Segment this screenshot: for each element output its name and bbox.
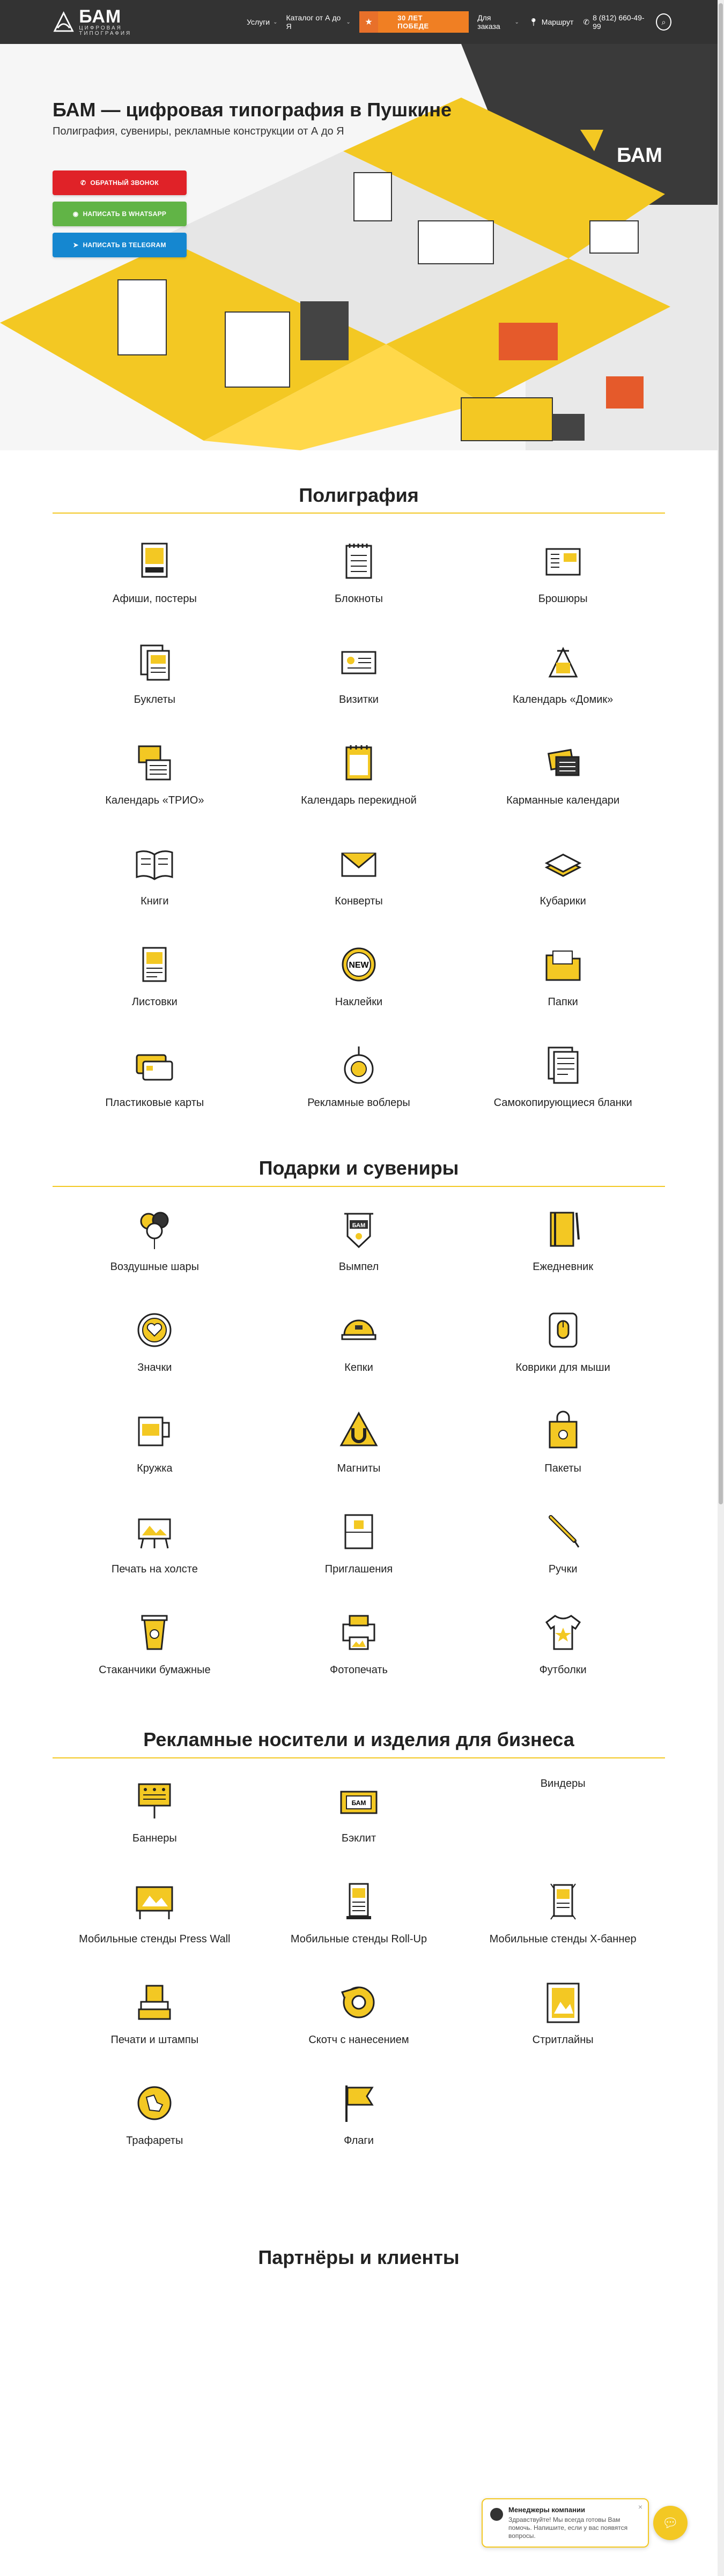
catalog-item-label: Карманные календари	[506, 795, 620, 806]
catalog-item-label: Виндеры	[540, 1778, 586, 1790]
catalog-item-label: Печати и штампы	[110, 2034, 199, 2046]
business-card-icon	[335, 638, 383, 686]
flip-calendar-icon	[335, 739, 383, 787]
catalog-item[interactable]	[257, 1189, 461, 1290]
catalog-item[interactable]	[461, 521, 665, 622]
catalog-item-label: Афиши, постеры	[112, 593, 197, 605]
folder-icon	[539, 940, 587, 989]
svg-text:БАМ: БАМ	[617, 144, 662, 167]
catalog-item[interactable]	[461, 1491, 665, 1592]
phone-icon: ✆	[80, 179, 86, 187]
catalog-item-label: Кубарики	[540, 895, 586, 907]
catalog-item-label: Пакеты	[544, 1463, 581, 1474]
catalog-item[interactable]	[53, 1962, 257, 2063]
catalog-item-label: Значки	[137, 1362, 172, 1374]
poster-icon	[130, 537, 179, 585]
roll-up-icon	[335, 1877, 383, 1926]
catalog-item[interactable]	[461, 924, 665, 1025]
route-link[interactable]	[529, 18, 573, 27]
catalog-item[interactable]	[53, 2063, 257, 2164]
catalog-item-label: Магниты	[337, 1463, 381, 1474]
catalog-item-label: Мобильные стенды X-баннер	[489, 1933, 637, 1945]
catalog-item-label: Визитки	[339, 694, 379, 706]
catalog-item-label: Мобильные стенды Roll-Up	[290, 1933, 427, 1945]
phone-link[interactable]	[583, 13, 646, 31]
star-icon: ★	[359, 11, 378, 33]
catalog-item-label: Календарь перекидной	[301, 795, 417, 806]
promo-label: 30 ЛЕТ ПОБЕДЕ	[378, 11, 469, 33]
catalog-item-label: Конверты	[335, 895, 383, 907]
catalog-item[interactable]	[461, 1189, 665, 1290]
catalog-item[interactable]	[53, 723, 257, 823]
phone-icon: ✆	[583, 17, 590, 26]
press-wall-icon	[130, 1877, 179, 1926]
bag-icon	[539, 1407, 587, 1455]
section-divider	[53, 1757, 665, 1758]
catalog-item-label: Ручки	[548, 1563, 578, 1575]
catalog-item[interactable]	[461, 823, 665, 924]
booklet-icon	[130, 638, 179, 686]
site-header	[0, 0, 724, 44]
notepad-icon	[335, 537, 383, 585]
chat-widget[interactable]	[482, 2498, 649, 2548]
close-icon[interactable]: ×	[638, 2503, 642, 2511]
catalog-item[interactable]	[257, 1861, 461, 1962]
hero-title: БАМ — цифровая типография в Пушкине	[53, 99, 452, 121]
header-right	[477, 13, 671, 31]
stamp-icon	[130, 1978, 179, 2026]
catalog-item[interactable]	[53, 823, 257, 924]
catalog-item[interactable]	[257, 823, 461, 924]
hero-banner	[0, 44, 724, 450]
catalog-item[interactable]	[53, 924, 257, 1025]
phone-number: 8 (812) 660-49-99	[593, 13, 645, 31]
plastic-card-icon	[130, 1041, 179, 1089]
catalog-item-label: Папки	[548, 996, 578, 1008]
map-pin-icon: 📍︎	[528, 17, 538, 26]
catalog-item[interactable]	[461, 1592, 665, 1693]
catalog-item-label: Наклейки	[335, 996, 383, 1008]
banner-icon	[130, 1777, 179, 1825]
logo[interactable]	[53, 8, 172, 36]
nav-order-label: Для заказа	[477, 13, 500, 31]
section-title-printing: Полиграфия	[299, 484, 419, 506]
chat-message: Здравствуйте! Мы всегда готовы Вам помочь. Напишите, если у вас появятся вопросы.	[508, 2516, 628, 2540]
catalog-item[interactable]	[257, 924, 461, 1025]
catalog-item-label: Книги	[141, 895, 169, 907]
catalog-item-label: Кепки	[344, 1362, 373, 1374]
catalog-item[interactable]	[53, 1290, 257, 1391]
catalog-item-label: Брошюры	[538, 593, 588, 605]
canvas-icon	[130, 1508, 179, 1556]
catalog-item-label: Кружка	[137, 1463, 173, 1474]
catalog-item[interactable]	[461, 622, 665, 723]
sticker-icon	[335, 940, 383, 989]
catalog-item[interactable]	[53, 1025, 257, 1126]
catalog-item-label: Календарь «Домик»	[512, 694, 614, 706]
callback-label: ОБРАТНЫЙ ЗВОНОК	[90, 179, 159, 187]
tape-icon	[335, 1978, 383, 2026]
backlit-icon	[335, 1777, 383, 1825]
manager-avatar	[490, 2508, 503, 2521]
catalog-item[interactable]	[461, 1391, 665, 1491]
badge-icon	[130, 1306, 179, 1354]
catalog-item-label: Фотопечать	[330, 1664, 388, 1676]
search-button[interactable]	[656, 13, 671, 31]
catalog-item[interactable]	[257, 1962, 461, 2063]
section-divider	[53, 1186, 665, 1187]
catalog-item[interactable]	[257, 1290, 461, 1391]
whatsapp-button[interactable]	[53, 202, 187, 226]
partners-title: Партнёры и клиенты	[258, 2246, 460, 2268]
pen-icon	[539, 1508, 587, 1556]
balloons-icon	[130, 1205, 179, 1253]
telegram-label: НАПИСАТЬ В TELEGRAM	[83, 241, 166, 249]
catalog-item[interactable]	[461, 1290, 665, 1391]
photo-print-icon	[335, 1608, 383, 1657]
catalog-item-label: Скотч с нанесением	[308, 2034, 409, 2046]
catalog-item-label: Блокноты	[335, 593, 383, 605]
chat-title: Менеджеры компании	[508, 2506, 585, 2514]
catalog-item-label: Футболки	[539, 1664, 587, 1676]
hero-subtitle: Полиграфия, сувениры, рекламные конструкции от А до Я	[53, 125, 344, 137]
catalog-item-label: Воздушные шары	[110, 1261, 200, 1273]
brochure-icon	[539, 537, 587, 585]
catalog-item[interactable]	[257, 2063, 461, 2164]
catalog-item-label: Самокопирующиеся бланки	[493, 1097, 632, 1109]
section-title-advertising: Рекламные носители и изделия для бизнеса	[143, 1728, 574, 1750]
svg-text:БАМ: БАМ	[352, 1222, 366, 1229]
logo-title: БАМ	[79, 6, 122, 27]
catalog-item-label: Буклеты	[134, 694, 175, 706]
logo-mark-icon	[53, 10, 75, 34]
gifts-grid	[53, 1189, 665, 1693]
chat-open-button[interactable]	[653, 2506, 688, 2540]
search-icon: ⌕	[661, 17, 666, 26]
catalog-item[interactable]	[257, 1592, 461, 1693]
catalog-item-label: Печать на холсте	[111, 1563, 198, 1575]
chat-bubble-icon: 💬︎	[662, 2515, 679, 2530]
catalog-item[interactable]	[257, 521, 461, 622]
catalog-item[interactable]	[257, 622, 461, 723]
flag-icon	[335, 2079, 383, 2127]
catalog-item-label: Флаги	[344, 2135, 374, 2147]
catalog-item[interactable]	[53, 1592, 257, 1693]
flyer-icon	[130, 940, 179, 989]
catalog-item[interactable]	[53, 1861, 257, 1962]
catalog-item[interactable]	[257, 1391, 461, 1491]
desk-calendar-icon	[539, 638, 587, 686]
nav-services-label: Услуги	[247, 18, 270, 26]
catalog-item[interactable]	[257, 1491, 461, 1592]
catalog-item-label: Рекламные воблеры	[307, 1097, 410, 1109]
trio-calendar-icon	[130, 739, 179, 787]
catalog-item-label: Пластиковые карты	[105, 1097, 204, 1109]
svg-text:БАМ: БАМ	[351, 1799, 366, 1807]
main-nav	[247, 11, 469, 33]
catalog-item-label: Приглашения	[324, 1563, 393, 1575]
catalog-item[interactable]	[53, 1391, 257, 1491]
catalog-item[interactable]	[461, 1025, 665, 1126]
whatsapp-icon: ◉	[72, 210, 79, 218]
catalog-item[interactable]	[461, 1761, 665, 1861]
callback-button[interactable]	[53, 170, 187, 195]
scrollbar-thumb[interactable]	[719, 3, 723, 1504]
catalog-item[interactable]	[53, 1761, 257, 1861]
catalog-item[interactable]	[53, 1491, 257, 1592]
chevron-down-icon: ⌄	[273, 19, 278, 25]
catalog-item-label: Баннеры	[132, 1832, 177, 1844]
stencil-icon	[130, 2079, 179, 2127]
printing-grid	[53, 521, 665, 1126]
logo-subtitle: ЦИФРОВАЯ ТИПОГРАФИЯ	[79, 25, 132, 36]
catalog-item[interactable]	[461, 1962, 665, 2063]
section-title-gifts: Подарки и сувениры	[258, 1157, 459, 1179]
whatsapp-label: НАПИСАТЬ В WHATSAPP	[83, 210, 167, 218]
planner-icon	[539, 1205, 587, 1253]
mousepad-icon	[539, 1306, 587, 1354]
catalog-item[interactable]	[257, 723, 461, 823]
telegram-icon: ➤	[73, 241, 79, 249]
catalog-item[interactable]	[257, 1025, 461, 1126]
telegram-button[interactable]	[53, 233, 187, 257]
cap-icon	[335, 1306, 383, 1354]
section-divider	[53, 513, 665, 514]
catalog-item[interactable]	[257, 1761, 461, 1861]
catalog-item-label: Трафареты	[126, 2135, 183, 2147]
promo-button[interactable]	[359, 11, 469, 33]
nav-order[interactable]	[477, 13, 519, 31]
catalog-item-label: Мобильные стенды Press Wall	[79, 1933, 231, 1945]
catalog-item-label: Стритлайны	[532, 2034, 594, 2046]
mug-icon	[130, 1407, 179, 1455]
svg-text:NEW: NEW	[349, 961, 369, 970]
invitation-icon	[335, 1508, 383, 1556]
catalog-item-label: Коврики для мыши	[515, 1362, 610, 1374]
page-scrollbar[interactable]	[718, 0, 724, 2576]
catalog-item[interactable]	[53, 622, 257, 723]
x-banner-icon	[539, 1877, 587, 1926]
envelope-icon	[335, 840, 383, 888]
catalog-item[interactable]	[53, 521, 257, 622]
catalog-item[interactable]	[461, 723, 665, 823]
nav-catalog[interactable]	[286, 13, 351, 31]
wobbler-icon	[335, 1041, 383, 1089]
note-cube-icon	[539, 840, 587, 888]
catalog-item-label: Стаканчики бумажные	[99, 1664, 211, 1676]
catalog-item-label: Бэклит	[341, 1832, 376, 1844]
advertising-grid	[53, 1761, 665, 2164]
catalog-item-label: Календарь «ТРИО»	[105, 795, 204, 806]
pocket-calendar-icon	[539, 739, 587, 787]
pennant-icon	[335, 1205, 383, 1253]
catalog-item[interactable]	[53, 1189, 257, 1290]
magnet-icon	[335, 1407, 383, 1455]
chevron-down-icon: ⌄	[346, 19, 351, 25]
nav-services[interactable]	[247, 18, 277, 26]
streetline-icon	[539, 1978, 587, 2026]
nav-catalog-label: Каталог от А до Я	[286, 13, 341, 31]
catalog-item-label: Листовки	[131, 996, 178, 1008]
chevron-down-icon: ⌄	[514, 19, 519, 25]
route-label: Маршрут	[541, 18, 574, 26]
paper-cup-icon	[130, 1608, 179, 1657]
book-icon	[130, 840, 179, 888]
catalog-item[interactable]	[461, 1861, 665, 1962]
catalog-item-label: Ежедневник	[533, 1261, 594, 1273]
carbonless-form-icon	[539, 1041, 587, 1089]
tshirt-icon	[539, 1608, 587, 1657]
catalog-item-label: Вымпел	[338, 1261, 379, 1273]
